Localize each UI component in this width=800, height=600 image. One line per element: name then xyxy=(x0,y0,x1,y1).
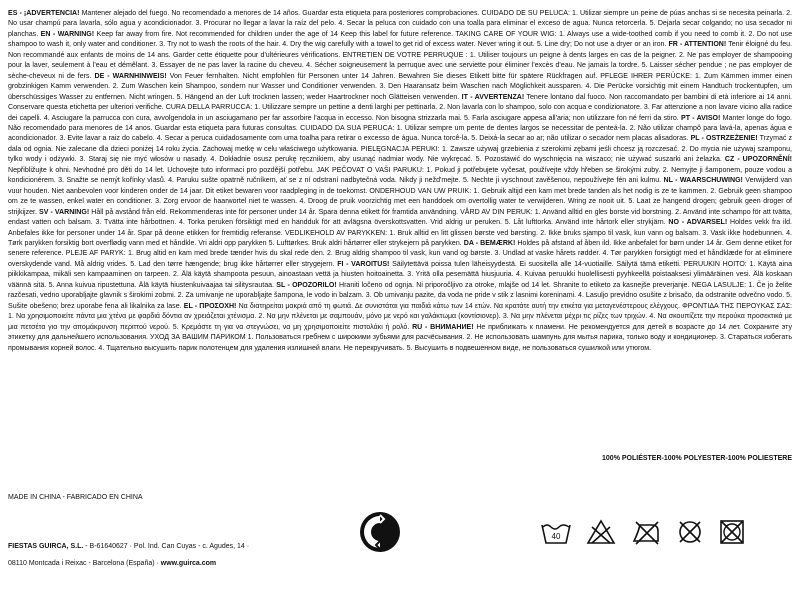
warning-language-heading: SV - VARNING! xyxy=(39,208,90,216)
warning-text: Säilytettävä poissa tulen läheisyydestä. Ei suositella alle 14-vuotiaille. Säilytä tämä etiketti. PERUUKIN HOITO: 1. Käytä aina piikkikampaa, mikäli sen kampaaminen on tarpeen. 2. Älä käytä shampoota pesuun, ainoastaan vettä ja hiusten hoitoainetta. 3. Yritä olla pesemättä hiusjuuria. 4. Kuivaa peruukki huolellisesti pyyhkeellä poistaaksesi ylimääräinen vesi. Älä koskaan väännä sitä. 5. Anna kuivua ripustettuna. Älä käytä hiustenkuivaajaa tai silitysrautaa. xyxy=(8,260,793,289)
do-not-dry-clean-icon xyxy=(676,518,704,546)
warning-text: Tenir éloigné du feu. Non recommandé aux enfants de moins de 14 ans. Garder cette étiquette pour d'ultérieures vérifications. ENTRETIEN DE VOTRE PERRUQUE : 1. Utiliser toujours un peigne à dents larges en cas de la peigner. 2. Ne pas employer de shampooing pour la laver, seulement à l'eau et démêlant. 3. Essayer de ne pas laver la racine du cheveu. 4. Sécher soigneusement la perruque avec une serviette pour éliminer l'excès d'eau. Ne jamais la tordre. 5. Laisser sécher pendue ; ne pas employer de sèche-cheveux ni de fers. xyxy=(8,41,792,80)
warning-language-heading: SL - OPOZORILO! xyxy=(276,281,337,289)
multilingual-warnings xyxy=(8,9,792,354)
warning-text: Holdes på afstand af åben ild. Ikke anbefalet for børn under 14 år. Gem denne etiket for senere reference. PLEJE AF PARYK: 1. Brug altid en kam med brede tænder hvis du skal rede den. 2. Brug aldrig shampoo til vask, kun vand og børste. 3. Undlad at vaske hårets rødder. 4. Tør parykken forsigtigt med et håndklæde for at eliminere overskydende vand. Må aldrig vrides. 5. Lad den tørre hængende; brug ikke hårtørrer eller strygejern. xyxy=(8,239,792,268)
warning-text: Håll på avstånd från eld. Rekommenderas inte för personer under 14 år. Spara denna etikett för framtida användning. VÅRD AV DIN PERUK: 1. Använd alltid en gles borste vid borstning. 2. Använd inte schampo för att tvätta, endast vatten och balsam. 3. Tvätta inte hårbottnen. 4. Torka peruken försiktigt med en handduk för att avlägsna överskottsvatten. Vrid aldrig ur peruken. 5. Låt lufttorka. Använd inte hårtork eller strykjärn. xyxy=(8,208,793,227)
warning-text: Nepřibližujte k ohni. Nevhodné pro děti do 14 let. Uchovejte tuto informaci pro pozdější potřebu. JAK PEČOVAT O VAŠI PARUKU: 1. Pokud ji potřebujete vyčesat, používejte vždy hřeben se širokými zuby. 2. Nemyjte ji šamponem, pouze vodou a kondicionérem. 3. Snažte se nemýt kořínky vlasů. 4. Paruku sušte opatrně ručníkem, ať se z ní odstraní nadbytečná voda. Nikdy ji nežd'mejte. 5. Nechte ji vyschnout zavěšenou, nepoužívejte fén ani kulmu. xyxy=(8,166,792,185)
warning-text: Mantener alejado del fuego. No recomendado a menores de 14 años. Guardar esta etiqueta para posteriores comprobaciones. CUIDADO DE SU PELUCA: 1. Utilizar siempre un peine de púas anchas si se necesita peinarla. 2. No usar champú para lavarla, sólo agua y acondicionador. 3. Procurar no llegar a lavar la raíz del pelo. 4. Secar la peluca con cuidado con una toalla para eliminar el exceso de agua. Nunca retorcerla. 5. Dejarla secar colgando; no usa secador ni planchas. xyxy=(8,10,792,38)
warning-text: Να διατηρείται μακριά από τη φωτιά. Δε συνιστάται για παιδιά κάτω των 14 ετών. Να κρατάτε αυτή την ετικέτα για μεταγενέστερους ελέγχους. ΦΡΟΝΤΙΔΑ ΤΗΣ ΠΕΡΟΥΚΑΣ ΣΑΣ: 1. Να χρησιμοποιείτε πάντα μια χτένα με φαρδιά δόντια αν χρειάζεται χτένισμα. 2. Να μην πλένεται με σαμπουάν, μόνο με νερό και γαλάκτωμα (κοντίσιονερ). 3. Να μην πλένεται μέχρι τις ρίζες των τριχών. 4. Να σκουπίζετε την περούκα προσεκτικά με μια πετσέτα για την απομάκρυνση περιττού νερού. 5. Κρεμάστε τη για να στεγνώσει, να μη χρησιμοποιείτε πιστολάκι ή ρολό. xyxy=(8,302,793,331)
company-info xyxy=(8,538,388,572)
do-not-iron-icon xyxy=(630,519,662,545)
company-name: FIESTAS GUIRCA, S.L. xyxy=(8,543,84,550)
warning-text: Verwijderd van vuur houden. Niet aanbevolen voor kinderen onder de 14 jaar. Dit etiket bewaren voor raadpleging in de toekomst. ONDERHOUD VAN UW PRUIK: 1. Gebruik altijd een kam met brede tanden als het nodig is ze te kammen. 2. Gebruik geen shampoo om ze te wassen, enkel water en conditioner. 3. Zorg ervoor de haarwortel niet te wassen. 4. Droog de pruik voorzichtig met een handdoek om overtollig water te verwijderen. Wring ze nooit uit. 5. Laat ze hangend drogen; gebruik geen droger of strijkijzer. xyxy=(8,177,792,216)
warning-text: Trzymać z dala od ognia. Nie zalecane dla dzieci poniżej 14 roku życia. Zachowaj metkę w celu właściwego użytkowania. PIELĘGNACJA PERUKI: 1. Zawsze używaj grzebienia z szerokimi zębami jeśli chcesz ją rozczesać. 2. Do mycia nie używaj szamponu, tylko wody i odżywki. 3. Staraj się nie myć włosów u nasady. 4. Dokładnie osusz perukę ręcznikiem, aby usunąć nadmiar wody. Nie wykręcać. 5. Pozostawić do wyschnięcia na wiszaco; nie używać suszarki ani żelazka. xyxy=(8,135,792,164)
warning-language-heading: FR - ATTENTION! xyxy=(668,41,727,49)
warning-language-heading: IT - AVVERTENZA! xyxy=(461,93,525,101)
svg-text:40: 40 xyxy=(551,532,561,541)
warning-language-heading: CZ - UPOZORNĚNÍ! xyxy=(724,156,793,164)
warning-language-heading: DE - WARNHINWEIS! xyxy=(94,72,167,80)
company-website: www.guirca.com xyxy=(160,560,217,567)
warning-language-heading: EN - WARNING! xyxy=(40,30,95,38)
company-address: 08110 Montcada i Reixac - Barcelona (España) · xyxy=(8,560,161,567)
warning-language-heading: PL - OSTRZEŻENIE! xyxy=(690,135,758,143)
green-dot-recycling-icon xyxy=(358,510,402,559)
warning-language-heading: NL - WAARSCHUWING! xyxy=(663,177,743,185)
hand-wash-40-icon xyxy=(540,519,572,545)
warning-text: Von Feuer fernhalten. Nicht empfohlen für Personen unter 14 Jahren. Bewahren Sie dieses Etikett bitte für spätere Rückfragen auf. PFLEGE IHRER PERÜCKE: 1. Zum Kämmen immer einen grobzinkigen Kamm verwenden. 2. Zum Waschen kein Shampoo, sondern nur Wasser und Conditioner verwenden. 3. Den Haaransatz beim Waschen nach Möglichkeit aussparen. 4. Die Perücke vorsichtig mit einem Handtuch trockentupfen, um überschüssiges Wasser zu entfernen. Nicht wringen. 5. Hängend an der Luft trocknen lassen; weder Haartrockner noch Glätteisen verwenden. xyxy=(8,72,792,101)
warning-language-heading: DA - BEMÆRK! xyxy=(463,239,516,247)
company-registration: - B-61640627 · Pol. Ind. Can Cuyas - c. Agudes, 14 · xyxy=(83,543,250,550)
warning-language-heading: RU - ВНИМАНИЕ! xyxy=(412,323,474,331)
warning-text: Manter longe do fogo. Não recomendado para menores de 14 anos. Guardar esta etiqueta para futuras consultas. CUIDADO DA SUA PERUCA: 1. Utilizar sempre um pente de dentes largos se necessitar de penteá-la. 2. Não utilizar champô para lavá-la, apenas água e acondicionador. 3. Evite lavar a raiz do cabelo. 4. Secar a peruca cuidadosamente com uma toalha para retirar o excesso de água. Nunca torcê-la. 5. Deixá-la secar ao ar; não utilizar o secador nem placas alisadoras. xyxy=(8,114,793,143)
care-symbols xyxy=(540,518,746,546)
do-not-tumble-dry-icon xyxy=(718,518,746,546)
warning-language-heading: FI - VAROITUS! xyxy=(337,260,390,268)
warning-language-heading: ES - ¡ADVERTENCIA! xyxy=(8,10,80,17)
warning-language-heading: PT - AVISO! xyxy=(681,114,721,122)
warning-text: Keep far away from fire. Not recommended for children under the age of 14 Keep this label for future reference. TAKING CARE OF YOUR WIG: 1. Always use a wide-toothed comb if you need to comb it. 2. Do not use shampoo to wash it, only water and conditioner. 3. Try not to wash the roots of the hair. 4. Dry the wig carefully with a towel to get rid of excess water. Never wring it out. 5. Line dry; Do not use a dryer or an iron. xyxy=(8,30,792,49)
warning-text: Не приближать к пламени. Не рекомендуется для детей в возрасте до 14 лет. Сохраните эту этикетку для дальнейшего использования. УХОД ЗА ВАШИМ ПАРИКОМ 1. Пользоваться гребнем с широкими зубьями для расчёсывания. 2. Не использовать шампунь для мытья парика, только воду и кондиционер. 3. Стараться избегать промывания корней волос. 4. Тщательно высушить парик полотенцем для удаления излишней влаги. Не перекручивать. 5. Высушить в подвешенном виде, не пользоваться сушилкой или утюгом. xyxy=(8,323,793,352)
warning-text: Hraniti ločeno od ognja. Ni priporočljivo za otroke, mlajše od 14 let. Shranite to etiketo za kasnejše preverjanje. NEGA LASULJE: 1. Če jo želite razčesati, vedno uporabljajte glavnik s širokimi zobmi. 2. Za umivanje ne uporabljajte šampona, le vodo in balzam. 3. Ob umivanju pazite, da voda ne pride v stik z lasnimi koreninami. 4. Lasuljo previdno osušite z brisačo, da odstranite odvečno vodo. 5. Sušite obešeno; brez uporabe fena ali likalnika za lase. xyxy=(8,281,792,310)
do-not-bleach-icon xyxy=(586,519,616,545)
made-in-text: MADE IN CHINA - FABRICADO EN CHINA xyxy=(8,494,143,501)
warning-text: Tenere lontano dal fuoco. Non raccomandato per bambini di età inferiore ai 14 anni. Conservare questa etichetta per ulteriori verifiche. CURA DELLA PARRUCCA: 1. Utilizzare sempre un pettine a denti larghi per pettinarla. 2. Non lavarla con lo shampoo, solo con acqua e condizionatore. 3. Far attenzione a non lavare vicino alla radice dei capelli. 4. Asciugare la parrucca con cura, avvolgendola in un asciugamano per far assorbire l'acqua in eccesso. Non bisogna strizzarla mai. 5. Farla asciugare appesa all'aria; non utilizzare fon né ferri da stiro. xyxy=(8,93,792,122)
composition-text: 100% POLIÉSTER-100% POLYESTER-100% POLIESTERE xyxy=(602,455,792,462)
warning-text: Holdes vekk fra ild. Anbefales ikke for personer under 14 år. Spar på denne etikken for fremtidig referanse. VEDLIKEHOLD AV PARYKKEN: 1. Bruk alltid en litt glissen børste ved børsting. 2. Ikke bruks sjampo til vask, kun vann og balsam. 3. Vask ikke hodebunnen. 4. Tørk parykken forsiktig bort overflødig vann med et håndkle. Vri aldri opp parykken 5. Lufttørkes. Bruk aldri hårtørrer eller strykejern på parykken. xyxy=(8,219,793,247)
warning-language-heading: NO - ADVARSEL! xyxy=(668,219,728,227)
warning-language-heading: EL - ΠΡΟΣΟΧΗ! xyxy=(183,302,237,310)
